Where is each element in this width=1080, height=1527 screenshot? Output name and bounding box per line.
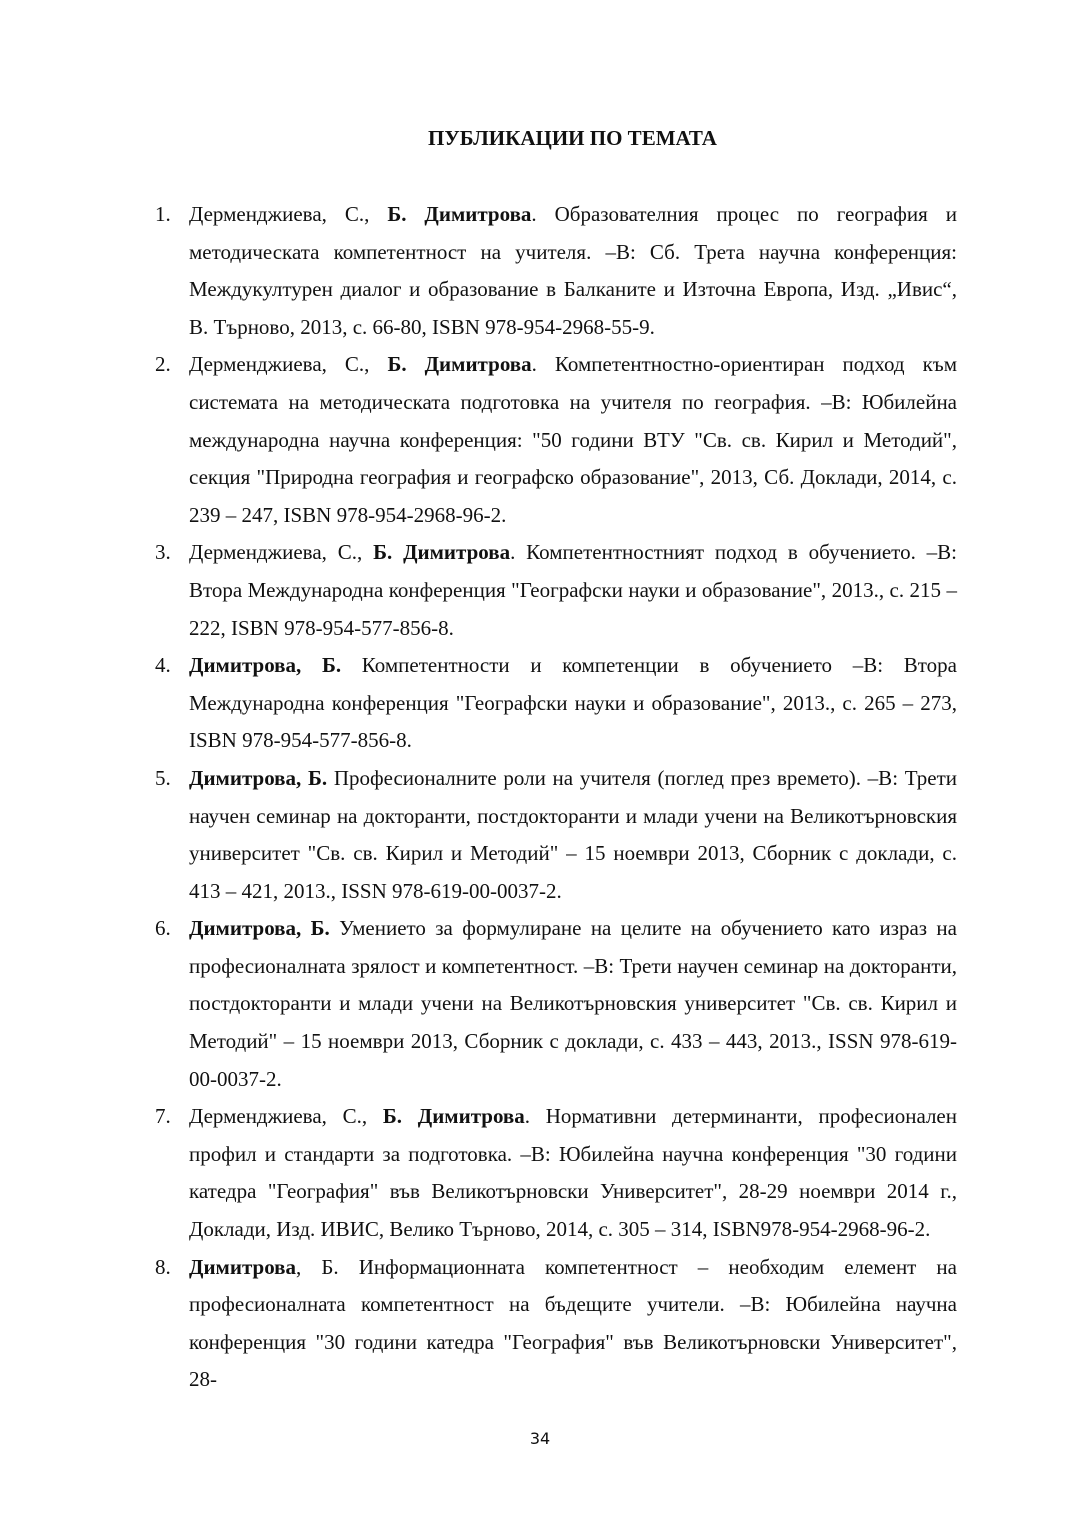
publication-item xyxy=(155,534,958,647)
publication-text: , Б. Информационната компетентност – необходим елемент на професионалната компетентност на бъдещите учители. –В: Юбилейна научна конференция "30 години катедра "География" във Великотърновски Университет", 28- xyxy=(189,1254,957,1392)
author-bold: Димитрова, Б. xyxy=(189,916,330,941)
publication-item xyxy=(155,196,958,346)
publication-item xyxy=(155,1098,957,1248)
author-bold: Б. Димитрова xyxy=(387,202,532,226)
publication-item xyxy=(155,346,957,534)
publications-list xyxy=(155,196,958,1399)
publication-item xyxy=(155,1249,957,1399)
author-bold: Б. Димитрова xyxy=(373,540,511,565)
page-number: 34 xyxy=(529,1429,551,1448)
item-number: 1. xyxy=(155,202,171,226)
item-number: 4. xyxy=(155,653,171,678)
page-title: ПУБЛИКАЦИИ ПО ТЕМАТА xyxy=(428,126,717,150)
publication-text: . Нормативни детерминанти, професионален профил и стандарти за подготовка. –В: Юбилейна научна конференция "30 години катедра "География" във Великотърновски Университет", 28-29 ноември 2014 г., Доклади, Изд. ИВИС, Велико Търново, 2014, с. 305 – 314, ISBN978-954-2968-96-2. xyxy=(189,1104,957,1242)
publication-item xyxy=(155,760,957,910)
publication-text: . Компетентностният подход в обучението. –В: Втора Международна конференция "Географски науки и образование", 2013., с. 215 – 222, ISBN 978-954-577-856-8. xyxy=(189,540,958,640)
author-bold: Димитрова, Б. xyxy=(189,653,342,678)
author-text: Дерменджиева, С., xyxy=(189,540,374,565)
publication-text: Умението за формулиране на целите на обучението като израз на професионалната зрялост и компетентност. –В: Трети научен семинар на докторанти, постдокторанти и млади учени на Великотърновския университет "Св. св. Кирил и Методий" – 15 ноември 2013, Сборник с доклади, с. 433 – 443, 2013., ISSN 978-619-00-0037-2. xyxy=(189,916,957,1091)
publication-text: . Образователния процес по география и методическата компетентност на учителя. –В: Сб. Трета научна конференция: Междукултурен диалог и образование в Балканите и Източна Европа, Изд. „Ивис“, В. Търново, 2013, с. 66-80, ISBN 978-954-2968-55-9. xyxy=(189,202,958,339)
publication-item xyxy=(155,647,958,760)
author-bold: Б. Димитрова xyxy=(382,1104,525,1129)
author-bold: Димитрова xyxy=(189,1254,297,1279)
author-bold: Б. Димитрова xyxy=(387,352,532,377)
publication-text: Професионалните роли на учителя (поглед през времето). –В: Трети научен семинар на докторанти, постдокторанти и млади учени на Великотърновския университет "Св. св. Кирил и Методий" – 15 ноември 2013, Сборник с доклади, с. 413 – 421, 2013., ISSN 978-619-00-0037-2. xyxy=(189,765,957,903)
item-number: 3. xyxy=(155,540,171,565)
item-number: 8. xyxy=(155,1254,171,1279)
author-text: Дерменджиева, С., xyxy=(189,352,388,377)
publication-text: Компетентности и компетенции в обучението –В: Втора Международна конференция "Географски науки и образование", 2013., с. 265 – 273, ISBN 978-954-577-856-8. xyxy=(189,653,958,753)
author-bold: Димитрова, Б. xyxy=(189,765,328,790)
item-number: 7. xyxy=(155,1104,171,1129)
author-text: Дерменджиева, С., xyxy=(189,202,388,226)
item-number: 5. xyxy=(155,765,171,790)
author-text: Дерменджиева, С., xyxy=(189,1104,383,1129)
publication-text: . Компетентностно-ориентиран подход към системата на методическата подготовка на учителя по география. –В: Юбилейна международна научна конференция: "50 години ВТУ "Св. св. Кирил и Методий", секция "Природна география и географско образование", 2013, Сб. Доклади, 2014, с. 239 – 247, ISBN 978-954-2968-96-2. xyxy=(189,352,957,527)
item-number: 6. xyxy=(155,916,171,941)
item-number: 2. xyxy=(155,352,171,377)
publication-item xyxy=(155,910,957,1098)
